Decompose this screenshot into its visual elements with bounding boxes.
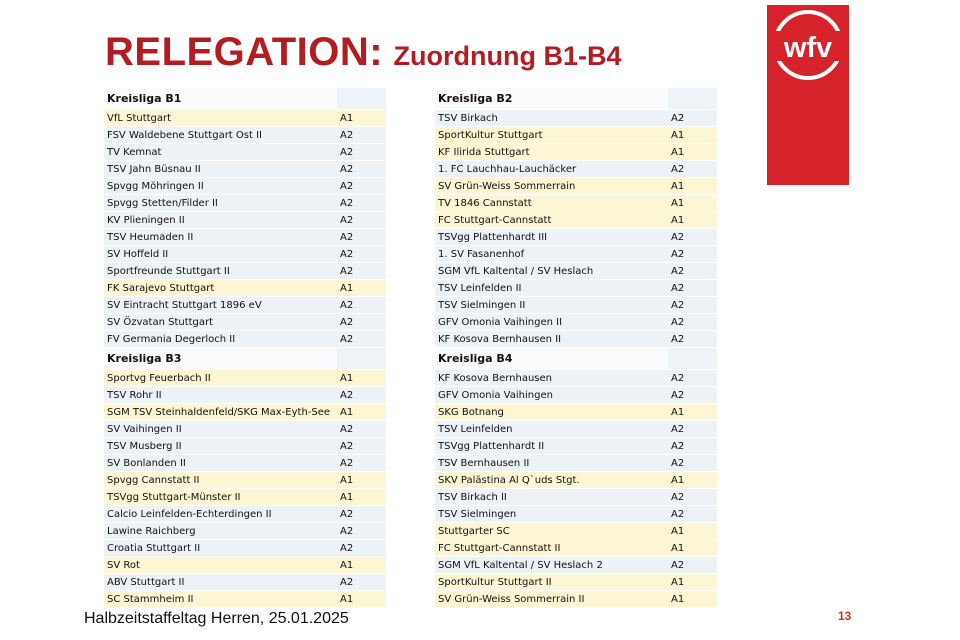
table-row <box>104 540 386 557</box>
club-name: GFV Omonia Vaihingen <box>435 387 668 404</box>
table-row <box>435 161 717 178</box>
club-name: SportKultur Stuttgart II <box>435 574 668 591</box>
table-heading: Kreisliga B3 <box>104 348 337 370</box>
club-name: Calcio Leinfelden-Echterdingen II <box>104 506 337 523</box>
group-assignment: A2 <box>337 246 386 263</box>
table-row <box>435 246 717 263</box>
group-assignment: A2 <box>668 557 717 574</box>
table-row <box>104 212 386 229</box>
table-row <box>104 144 386 161</box>
group-assignment: A2 <box>337 314 386 331</box>
table-row <box>435 387 717 404</box>
table-row <box>435 489 717 506</box>
group-assignment: A2 <box>337 229 386 246</box>
table-row <box>104 591 386 608</box>
group-assignment: A1 <box>668 574 717 591</box>
club-name: KF Kosova Bernhausen II <box>435 331 668 348</box>
table-header <box>104 88 386 110</box>
table-row <box>104 370 386 387</box>
group-assignment: A2 <box>337 387 386 404</box>
club-name: TSVgg Stuttgart-Münster II <box>104 489 337 506</box>
club-name: TSV Musberg II <box>104 438 337 455</box>
group-assignment: A1 <box>337 489 386 506</box>
table-row <box>435 127 717 144</box>
club-name: Croatia Stuttgart II <box>104 540 337 557</box>
group-assignment: A2 <box>337 421 386 438</box>
club-name: TSV Birkach II <box>435 489 668 506</box>
group-assignment: A2 <box>337 212 386 229</box>
table-row <box>435 421 717 438</box>
club-name: KF Ilirida Stuttgart <box>435 144 668 161</box>
table-kreisliga-b4 <box>435 348 717 608</box>
group-assignment: A2 <box>668 314 717 331</box>
group-assignment: A1 <box>337 370 386 387</box>
club-name: KF Kosova Bernhausen <box>435 370 668 387</box>
table-row <box>435 438 717 455</box>
table-row <box>435 370 717 387</box>
group-assignment: A1 <box>337 280 386 297</box>
logo-text: wfv <box>783 32 833 64</box>
table-row <box>104 314 386 331</box>
club-name: 1. SV Fasanenhof <box>435 246 668 263</box>
group-assignment: A1 <box>668 127 717 144</box>
table-row <box>435 280 717 297</box>
group-assignment: A2 <box>337 263 386 280</box>
table-heading-blank <box>337 88 386 110</box>
table-row <box>435 195 717 212</box>
wfv-logo <box>767 5 849 185</box>
title-sub: Zuordnung B1-B4 <box>393 41 622 71</box>
club-name: FC Stuttgart-Cannstatt II <box>435 540 668 557</box>
title-main: RELEGATION: <box>105 30 384 74</box>
club-name: SV Grün-Weiss Sommerrain <box>435 178 668 195</box>
group-assignment: A1 <box>668 404 717 421</box>
group-assignment: A2 <box>668 229 717 246</box>
table-row <box>435 314 717 331</box>
club-name: TSVgg Plattenhardt II <box>435 438 668 455</box>
group-assignment: A1 <box>668 195 717 212</box>
club-name: SV Hoffeld II <box>104 246 337 263</box>
group-assignment: A1 <box>337 591 386 608</box>
group-assignment: A1 <box>337 472 386 489</box>
club-name: FK Sarajevo Stuttgart <box>104 280 337 297</box>
club-name: Spvgg Stetten/Filder II <box>104 195 337 212</box>
club-name: VfL Stuttgart <box>104 110 337 127</box>
club-name: TSV Sielmingen <box>435 506 668 523</box>
group-assignment: A2 <box>668 506 717 523</box>
table-kreisliga-b3 <box>104 348 386 608</box>
table-row <box>104 195 386 212</box>
group-assignment: A2 <box>337 144 386 161</box>
table-row <box>435 297 717 314</box>
table-heading-blank <box>668 88 717 110</box>
table-heading: Kreisliga B1 <box>104 88 337 110</box>
club-name: TSV Rohr II <box>104 387 337 404</box>
group-assignment: A2 <box>337 523 386 540</box>
club-name: TV Kemnat <box>104 144 337 161</box>
table-row <box>435 574 717 591</box>
group-assignment: A2 <box>337 455 386 472</box>
group-assignment: A2 <box>668 455 717 472</box>
table-heading: Kreisliga B2 <box>435 88 668 110</box>
table-row <box>104 489 386 506</box>
group-assignment: A2 <box>337 127 386 144</box>
table-row <box>435 263 717 280</box>
group-assignment: A2 <box>668 161 717 178</box>
table-heading-blank <box>668 348 717 370</box>
table-row <box>104 404 386 421</box>
group-assignment: A1 <box>337 404 386 421</box>
club-name: SGM TSV Steinhaldenfeld/SKG Max-Eyth-See <box>104 404 337 421</box>
club-name: SC Stammheim II <box>104 591 337 608</box>
table-row <box>104 438 386 455</box>
club-name: SV Rot <box>104 557 337 574</box>
club-name: SV Bonlanden II <box>104 455 337 472</box>
table-row <box>435 557 717 574</box>
group-assignment: A2 <box>668 370 717 387</box>
table-row <box>435 591 717 608</box>
table-row <box>104 161 386 178</box>
table-header <box>435 88 717 110</box>
table-row <box>435 331 717 348</box>
table-row <box>435 144 717 161</box>
club-name: SKV Palästina Al Q`uds Stgt. <box>435 472 668 489</box>
club-name: TSV Birkach <box>435 110 668 127</box>
group-assignment: A1 <box>668 212 717 229</box>
group-assignment: A2 <box>668 246 717 263</box>
club-name: TSV Leinfelden <box>435 421 668 438</box>
club-name: Spvgg Cannstatt II <box>104 472 337 489</box>
club-name: TSV Heumaden II <box>104 229 337 246</box>
table-row <box>435 404 717 421</box>
club-name: SportKultur Stuttgart <box>435 127 668 144</box>
club-name: TSVgg Plattenhardt III <box>435 229 668 246</box>
club-name: KV Plieningen II <box>104 212 337 229</box>
footer-text: Halbzeitstaffeltag Herren, 25.01.2025 <box>84 610 349 627</box>
club-name: Sportvg Feuerbach II <box>104 370 337 387</box>
club-name: SV Özvatan Stuttgart <box>104 314 337 331</box>
group-assignment: A2 <box>668 331 717 348</box>
group-assignment: A2 <box>337 297 386 314</box>
club-name: FV Germania Degerloch II <box>104 331 337 348</box>
group-assignment: A1 <box>668 178 717 195</box>
table-row <box>104 229 386 246</box>
table-row <box>104 263 386 280</box>
table-kreisliga-b2 <box>435 88 717 348</box>
table-row <box>104 127 386 144</box>
table-heading: Kreisliga B4 <box>435 348 668 370</box>
group-assignment: A1 <box>668 523 717 540</box>
table-row <box>104 387 386 404</box>
group-assignment: A1 <box>337 557 386 574</box>
table-row <box>435 178 717 195</box>
table-row <box>104 472 386 489</box>
table-row <box>435 229 717 246</box>
table-row <box>104 421 386 438</box>
table-row <box>435 455 717 472</box>
table-row <box>435 110 717 127</box>
club-name: Lawine Raichberg <box>104 523 337 540</box>
table-kreisliga-b1 <box>104 88 386 348</box>
club-name: FC Stuttgart-Cannstatt <box>435 212 668 229</box>
club-name: TV 1846 Cannstatt <box>435 195 668 212</box>
club-name: TSV Leinfelden II <box>435 280 668 297</box>
table-row <box>104 506 386 523</box>
club-name: TSV Jahn Büsnau II <box>104 161 337 178</box>
table-row <box>104 280 386 297</box>
club-name: 1. FC Lauchhau-Lauchäcker <box>435 161 668 178</box>
club-name: TSV Sielmingen II <box>435 297 668 314</box>
group-assignment: A2 <box>337 178 386 195</box>
table-row <box>104 523 386 540</box>
group-assignment: A2 <box>337 438 386 455</box>
club-name: ABV Stuttgart II <box>104 574 337 591</box>
group-assignment: A1 <box>668 591 717 608</box>
group-assignment: A1 <box>668 540 717 557</box>
club-name: SV Vaihingen II <box>104 421 337 438</box>
table-heading-blank <box>337 348 386 370</box>
group-assignment: A1 <box>337 110 386 127</box>
group-assignment: A2 <box>337 540 386 557</box>
table-row <box>435 212 717 229</box>
club-name: Sportfreunde Stuttgart II <box>104 263 337 280</box>
group-assignment: A2 <box>668 280 717 297</box>
table-row <box>435 523 717 540</box>
club-name: TSV Bernhausen II <box>435 455 668 472</box>
wfv-logo-mark <box>767 5 849 85</box>
club-name: SGM VfL Kaltental / SV Heslach 2 <box>435 557 668 574</box>
group-assignment: A2 <box>337 161 386 178</box>
club-name: GFV Omonia Vaihingen II <box>435 314 668 331</box>
group-assignment: A2 <box>337 574 386 591</box>
group-assignment: A2 <box>668 387 717 404</box>
group-assignment: A2 <box>337 506 386 523</box>
table-row <box>104 297 386 314</box>
club-name: SGM VfL Kaltental / SV Heslach <box>435 263 668 280</box>
table-row <box>104 557 386 574</box>
club-name: SV Grün-Weiss Sommerrain II <box>435 591 668 608</box>
group-assignment: A2 <box>337 195 386 212</box>
table-header <box>435 348 717 370</box>
club-name: FSV Waldebene Stuttgart Ost II <box>104 127 337 144</box>
group-assignment: A1 <box>668 144 717 161</box>
group-assignment: A1 <box>668 472 717 489</box>
group-assignment: A2 <box>668 110 717 127</box>
table-row <box>104 246 386 263</box>
table-row <box>104 110 386 127</box>
table-row <box>104 455 386 472</box>
club-name: Spvgg Möhringen II <box>104 178 337 195</box>
table-row <box>435 472 717 489</box>
table-row <box>104 178 386 195</box>
club-name: SV Eintracht Stuttgart 1896 eV <box>104 297 337 314</box>
page-number: 13 <box>838 609 852 623</box>
group-assignment: A2 <box>337 331 386 348</box>
table-row <box>104 331 386 348</box>
page-title <box>105 30 622 75</box>
group-assignment: A2 <box>668 421 717 438</box>
group-assignment: A2 <box>668 263 717 280</box>
club-name: Stuttgarter SC <box>435 523 668 540</box>
table-header <box>104 348 386 370</box>
club-name: SKG Botnang <box>435 404 668 421</box>
group-assignment: A2 <box>668 297 717 314</box>
table-row <box>435 506 717 523</box>
table-row <box>104 574 386 591</box>
group-assignment: A2 <box>668 438 717 455</box>
group-assignment: A2 <box>668 489 717 506</box>
table-row <box>435 540 717 557</box>
